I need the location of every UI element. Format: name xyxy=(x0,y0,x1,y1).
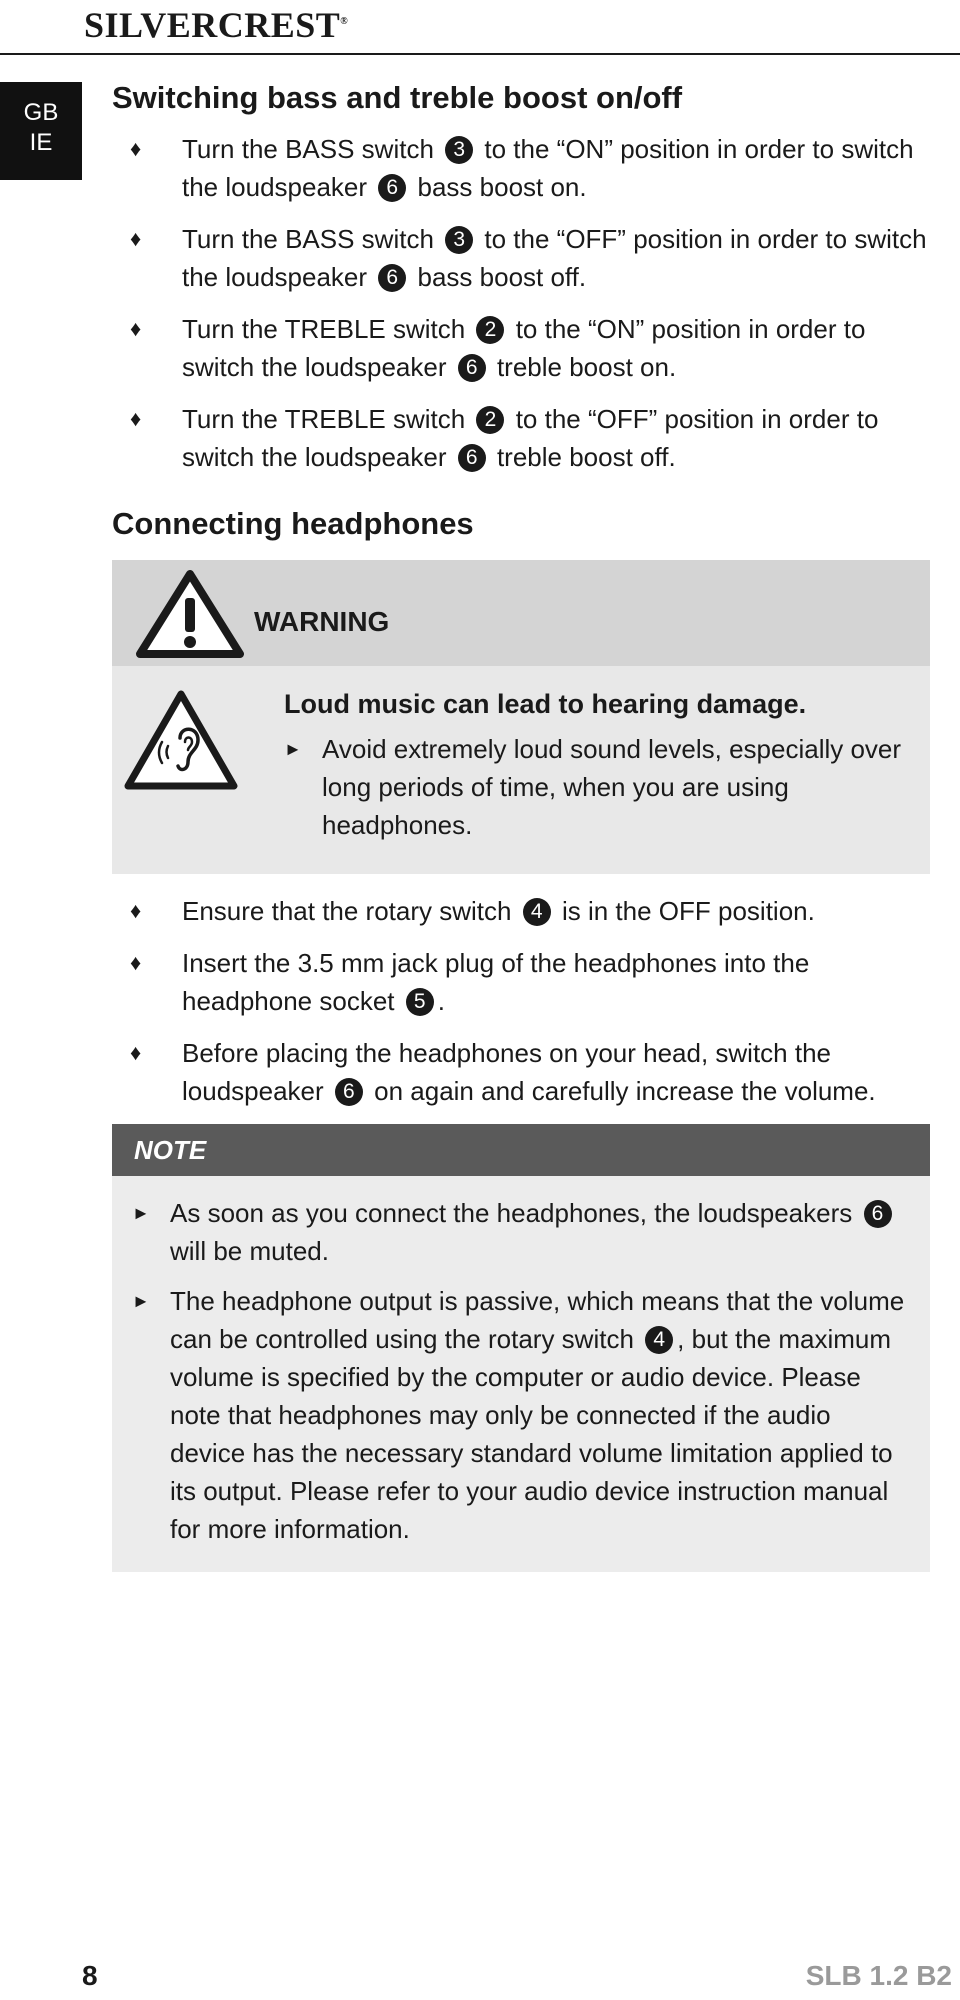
callout-number: 3 xyxy=(445,226,473,254)
note-list xyxy=(132,1194,910,1548)
diamond-bullet-icon: ♦ xyxy=(130,950,142,975)
warning-title: Loud music can lead to hearing damage. xyxy=(284,689,807,719)
step-text: is in the OFF position. xyxy=(561,896,815,926)
warning-triangle-icon xyxy=(134,568,246,660)
callout-number: 4 xyxy=(645,1326,673,1354)
section-title-bass-treble: Switching bass and treble boost on/off xyxy=(112,80,683,115)
step-text: to the “OFF” position in order to switch the loudspeaker xyxy=(182,404,879,472)
step-text: Turn the BASS switch xyxy=(182,224,434,254)
callout-number: 6 xyxy=(378,264,406,292)
callout-number: 6 xyxy=(335,1078,363,1106)
brand-registered-mark: ® xyxy=(340,16,349,27)
note-header: NOTE xyxy=(112,1124,930,1176)
warning-box xyxy=(112,560,930,874)
callout-number: 2 xyxy=(476,406,504,434)
arrow-bullet-icon: ► xyxy=(132,1203,150,1223)
warning-list xyxy=(284,730,904,844)
diamond-bullet-icon: ♦ xyxy=(130,1040,142,1065)
language-tab xyxy=(0,82,82,180)
list-item xyxy=(112,892,930,930)
page-number: 8 xyxy=(82,1960,98,1991)
list-item xyxy=(112,310,930,386)
header-divider xyxy=(0,53,960,55)
arrow-bullet-icon: ► xyxy=(132,1291,150,1311)
language-code-ie: IE xyxy=(29,129,53,156)
page-content xyxy=(112,78,930,1572)
diamond-bullet-icon: ♦ xyxy=(130,226,142,251)
diamond-bullet-icon: ♦ xyxy=(130,316,142,341)
callout-number: 4 xyxy=(523,898,551,926)
step-text: bass boost off. xyxy=(417,262,587,292)
list-item xyxy=(112,130,930,206)
callout-number: 6 xyxy=(378,174,406,202)
warning-text: Avoid extremely loud sound levels, especially over long periods of time, when you are using headphones. xyxy=(322,734,902,840)
brand-logo xyxy=(84,4,348,46)
callout-number: 6 xyxy=(864,1200,892,1228)
step-text: treble boost on. xyxy=(496,352,677,382)
step-text: Before placing the headphones on your head, switch the loudspeaker xyxy=(182,1038,832,1106)
list-item xyxy=(112,1034,930,1110)
language-code-gb: GB xyxy=(23,99,59,126)
step-text: treble boost off. xyxy=(496,442,676,472)
page-header xyxy=(0,0,960,58)
list-item xyxy=(112,220,930,296)
headphone-steps xyxy=(112,892,930,1110)
step-text: Turn the BASS switch xyxy=(182,134,434,164)
list-item xyxy=(112,944,930,1020)
diamond-bullet-icon: ♦ xyxy=(130,898,142,923)
step-text: Insert the 3.5 mm jack plug of the headphones into the headphone socket xyxy=(182,948,810,1016)
warning-header xyxy=(112,560,930,666)
note-text: As soon as you connect the headphones, the loudspeakers xyxy=(170,1198,853,1228)
warning-label: WARNING xyxy=(254,606,390,637)
model-number: SLB 1.2 B2 xyxy=(805,1960,952,1991)
step-text: to the “ON” position in order to switch the loudspeaker xyxy=(182,134,914,202)
hearing-damage-ear-icon xyxy=(122,688,240,792)
callout-number: 5 xyxy=(406,988,434,1016)
note-body xyxy=(112,1176,930,1572)
bass-treble-steps xyxy=(112,130,930,476)
list-item xyxy=(112,400,930,476)
step-text: to the “ON” position in order to switch the loudspeaker xyxy=(182,314,866,382)
note-text: will be muted. xyxy=(170,1236,329,1266)
arrow-bullet-icon: ► xyxy=(284,739,302,759)
step-text: to the “OFF” position in order to switch the loudspeaker xyxy=(182,224,927,292)
diamond-bullet-icon: ♦ xyxy=(130,406,142,431)
callout-number: 6 xyxy=(458,444,486,472)
note-text: , but the maximum volume is specified by the computer or audio device. Please note that headphones may only be connected if the audio device has the necessary standard volume limitation applied to its output. Please refer to your audio device instruction manual for more information. xyxy=(170,1324,893,1544)
diamond-bullet-icon: ♦ xyxy=(130,136,142,161)
brand-name: SILVERCREST xyxy=(84,5,341,45)
step-text: on again and carefully increase the volume. xyxy=(374,1076,876,1106)
note-text: The headphone output is passive, which means that the volume can be controlled using the rotary switch xyxy=(170,1286,905,1354)
callout-number: 6 xyxy=(458,354,486,382)
list-item xyxy=(132,1194,910,1270)
step-text: Ensure that the rotary switch xyxy=(182,896,512,926)
callout-number: 2 xyxy=(476,316,504,344)
section-title-headphones: Connecting headphones xyxy=(112,506,474,541)
list-item xyxy=(284,730,904,844)
callout-number: 3 xyxy=(445,136,473,164)
list-item xyxy=(132,1282,910,1548)
step-text: bass boost on. xyxy=(417,172,587,202)
step-text: Turn the TREBLE switch xyxy=(182,314,466,344)
note-box xyxy=(112,1124,930,1572)
warning-body xyxy=(112,666,930,874)
step-text: . xyxy=(437,986,445,1016)
step-text: Turn the TREBLE switch xyxy=(182,404,466,434)
